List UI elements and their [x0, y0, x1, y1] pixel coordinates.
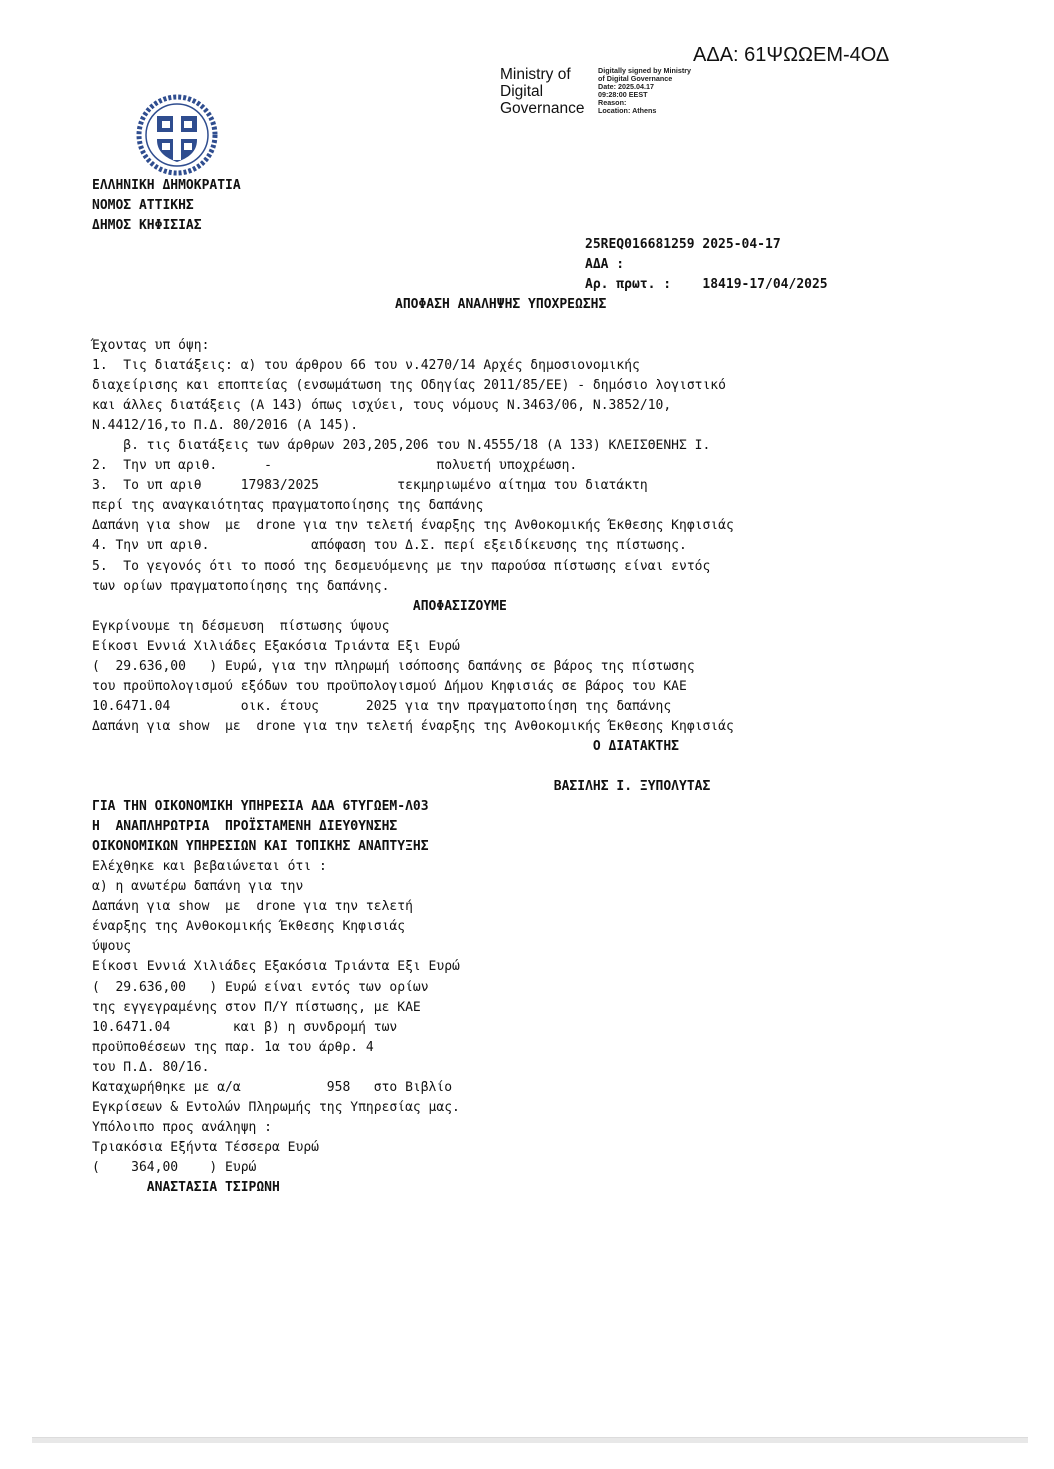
body-line: Η ΑΝΑΠΛΗΡΩΤΡΙΑ ΠΡΟΪΣΤΑΜΕΝΗ ΔΙΕΥΘΥΝΣΗΣ [92, 819, 398, 835]
body-line: της εγγεγραμένης στον Π/Υ πίστωσης, με ΚΑΕ [92, 999, 421, 1015]
page-divider [32, 1437, 1028, 1443]
body-line: 10.6471.04 και β) η συνδρομή των [92, 1019, 398, 1035]
body-line: ύψους [92, 939, 132, 955]
body-line: Δαπάνη για show με drone για την τελετή έναρξης της Ανθοκομικής Έκθεσης Κηφισιάς [92, 518, 734, 534]
body-line: α) η ανωτέρω δαπάνη για την [92, 879, 304, 895]
body-line: των ορίων πραγματοποίησης της δαπάνης. [92, 578, 390, 594]
signature-meta-line: of Digital Governance [598, 74, 673, 83]
body-line: Έχοντας υπ όψη: [92, 338, 210, 353]
issuer-country: ΕΛΛΗΝΙΚΗ ΔΗΜΟΚΡΑΤΙΑ [92, 178, 241, 193]
signature-org-line: Digital [500, 83, 544, 100]
body-line: Ελέχθηκε και βεβαιώνεται ότι : [92, 859, 327, 875]
body-line: Ν.4412/16,το Π.Δ. 80/2016 (Α 145). [92, 418, 359, 434]
issuer-municipality: ΔΗΜΟΣ ΚΗΦΙΣΙΑΣ [92, 218, 202, 233]
ada-label: ΑΔΑ : [585, 257, 625, 272]
body-line: 5. Το γεγονός ότι το ποσό της δεσμευόμενης με την παρούσα πίστωσης είναι εντός [92, 558, 711, 574]
body-line: Δαπάνη για show με drone για την τελετή [92, 899, 413, 915]
greek-coat-of-arms-icon [136, 94, 218, 176]
body-line: ( 29.636,00 ) Ευρώ είναι εντός των ορίων [92, 979, 429, 995]
body-line: Δαπάνη για show με drone για την τελετή έναρξης της Ανθοκομικής Έκθεσης Κηφισιάς [92, 718, 734, 734]
digital-signature-stamp [500, 66, 740, 118]
signature-organization [500, 66, 584, 117]
body-line: έναρξης της Ανθοκομικής Έκθεσης Κηφισιάς [92, 919, 406, 935]
protocol-number: Αρ. πρωτ. : 18419-17/04/2025 [585, 277, 828, 292]
body-line: ( 364,00 ) Ευρώ [92, 1159, 257, 1175]
body-line: Ο ΔΙΑΤΑΚΤΗΣ [92, 738, 679, 754]
body-line: 3. Το υπ αριθ 17983/2025 τεκμηριωμένο αίτημα του διατάκτη [92, 478, 648, 494]
issuer-header [92, 176, 241, 236]
body-line: περί της αναγκαιότητας πραγματοποίησης της δαπάνης [92, 498, 484, 514]
signature-meta-line: Reason: [598, 98, 627, 107]
body-line: και άλλες διατάξεις (Α 143) όπως ισχύει, τους νόμους Ν.3463/06, Ν.3852/10, [92, 398, 672, 414]
body-line: Είκοσι Εννιά Χιλιάδες Εξακόσια Τριάντα Εξι Ευρώ [92, 638, 460, 654]
issuer-prefecture: ΝΟΜΟΣ ΑΤΤΙΚΗΣ [92, 198, 194, 213]
body-line: Εγκρίνουμε τη δέσμευση πίστωσης ύψους [92, 618, 390, 634]
request-code-date: 25REQ016681259 2025-04-17 [585, 237, 781, 252]
signature-org-line: Governance [500, 100, 585, 117]
body-line: ΓΙΑ ΤΗΝ ΟΙΚΟΝΟΜΙΚΗ ΥΠΗΡΕΣΙΑ ΑΔΑ 6ΤΥΓΩΕΜ-Λ03 [92, 799, 429, 815]
signature-org-line: Ministry of [500, 66, 571, 83]
signature-meta-line: 09:28:00 EEST [598, 90, 648, 99]
body-line: 10.6471.04 οικ. έτους 2025 για την πραγματοποίηση της δαπάνης [92, 698, 672, 714]
body-line: προϋποθέσεων της παρ. 1α του άρθρ. 4 [92, 1039, 374, 1055]
signature-meta-line: Digitally signed by Ministry [598, 66, 692, 75]
body-line: 4. Την υπ αριθ. απόφαση του Δ.Σ. περί εξειδίκευσης της πίστωσης. [92, 538, 687, 554]
body-line: του προϋπολογισμού εξόδων του προϋπολογισμού Δήμου Κηφισιάς σε βάρος του ΚΑΕ [92, 678, 687, 694]
body-line: ( 29.636,00 ) Ευρώ, για την πληρωμή ισόποσης δαπάνης σε βάρος της πίστωσης [92, 658, 695, 674]
body-line [92, 757, 734, 777]
body-line: Καταχωρήθηκε με α/α 958 στο Βιβλίο [92, 1079, 453, 1095]
body-line: του Π.Δ. 80/16. [92, 1059, 210, 1075]
signature-meta-line: Location: Athens [598, 106, 657, 115]
body-line: Είκοσι Εννιά Χιλιάδες Εξακόσια Τριάντα Εξι Ευρώ [92, 959, 460, 975]
body-line: ΑΝΑΣΤΑΣΙΑ ΤΣΙΡΩΝΗ [92, 1179, 280, 1195]
body-line: β. τις διατάξεις των άρθρων 203,205,206 του Ν.4555/18 (Α 133) ΚΛΕΙΣΘΕΝΗΣ Ι. [92, 438, 711, 454]
body-line: Υπόλοιπο προς ανάληψη : [92, 1119, 273, 1135]
signature-meta-line: Date: 2025.04.17 [598, 82, 654, 91]
signature-metadata [598, 67, 691, 115]
document-body [92, 336, 734, 1198]
body-line: ΒΑΣΙΛΗΣ Ι. ΞΥΠΟΛΥΤΑΣ [92, 779, 711, 795]
body-line: Τριακόσια Εξήντα Τέσσερα Ευρώ [92, 1139, 319, 1155]
body-line: 1. Τις διατάξεις: α) του άρθρου 66 του ν.4270/14 Αρχές δημοσιονομικής [92, 358, 640, 374]
body-line: ΑΠΟΦΑΣΙΖΟΥΜΕ [92, 598, 507, 614]
ada-code-top: ΑΔΑ: 61ΨΩΩΕΜ-4ΟΔ [693, 44, 890, 66]
body-line: 2. Την υπ αριθ. - πολυετή υποχρέωση. [92, 458, 578, 474]
reference-block [585, 235, 828, 295]
body-line: διαχείρισης και εποπτείας (ενσωμάτωση της Οδηγίας 2011/85/ΕΕ) - δημόσιο λογιστικό [92, 378, 726, 394]
body-line: ΟΙΚΟΝΟΜΙΚΩΝ ΥΠΗΡΕΣΙΩΝ ΚΑΙ ΤΟΠΙΚΗΣ ΑΝΑΠΤΥΞΗΣ [92, 839, 429, 855]
body-line: Εγκρίσεων & Εντολών Πληρωμής της Υπηρεσίας μας. [92, 1099, 460, 1115]
document-title: ΑΠΟΦΑΣΗ ΑΝΑΛΗΨΗΣ ΥΠΟΧΡΕΩΣΗΣ [395, 297, 607, 312]
